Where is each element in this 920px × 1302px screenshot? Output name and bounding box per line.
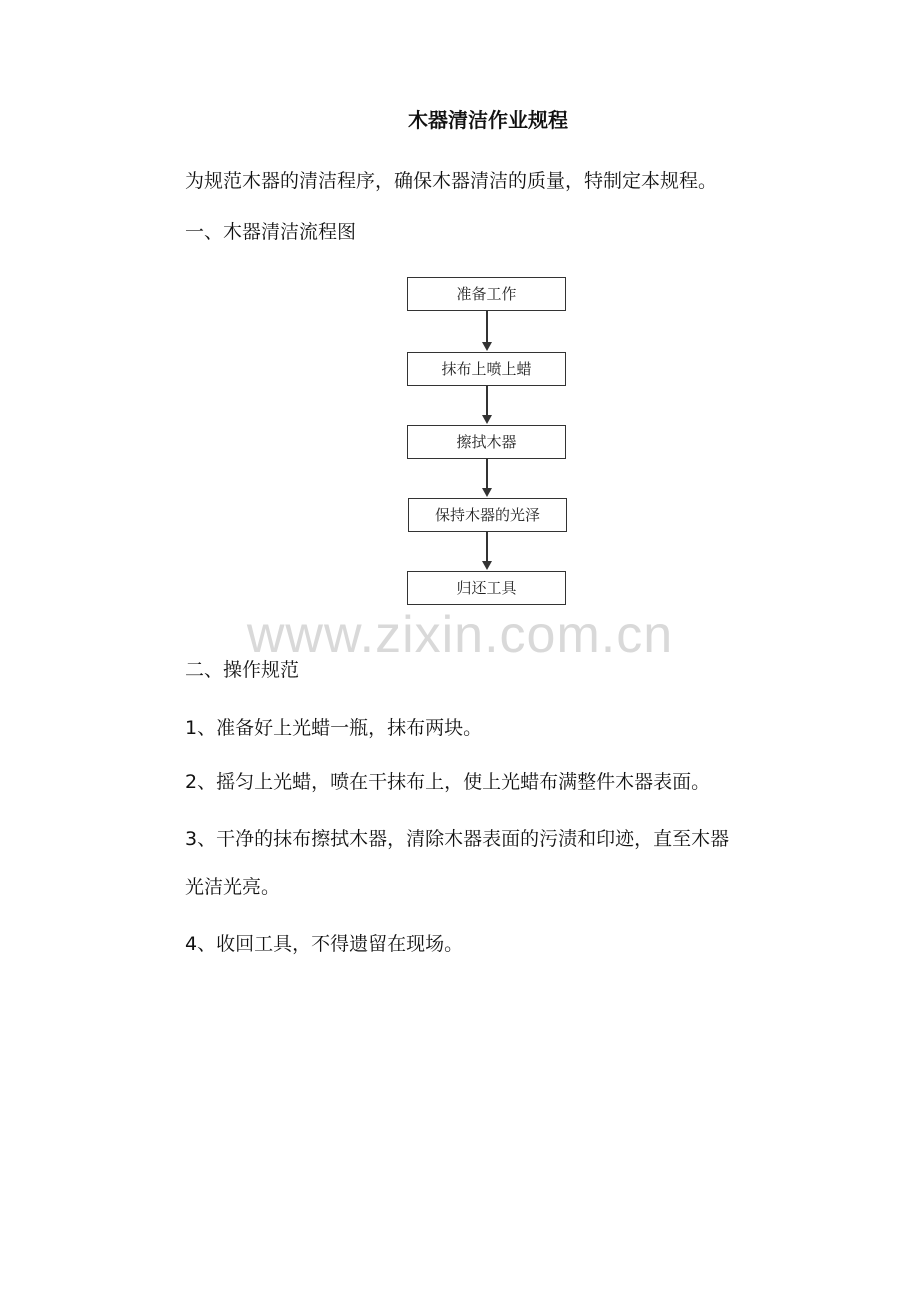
rule-item-1: 1、准备好上光蜡一瓶，抹布两块。 bbox=[185, 717, 483, 739]
flow-step-keep-luster: 保持木器的光泽 bbox=[408, 498, 567, 532]
flow-step-return-tools: 归还工具 bbox=[407, 571, 566, 605]
page-title: 木器清洁作业规程 bbox=[408, 108, 568, 132]
flow-step-prepare: 准备工作 bbox=[407, 277, 566, 311]
rule-item-3: 3、干净的抹布擦拭木器，清除木器表面的污渍和印迹，直至木器 bbox=[185, 828, 730, 850]
rule-item-2: 2、摇匀上光蜡，喷在干抹布上，使上光蜡布满整件木器表面。 bbox=[185, 771, 711, 793]
watermark: www.zixin.com.cn bbox=[246, 606, 674, 664]
flow-step-wipe: 擦拭木器 bbox=[407, 425, 566, 459]
flow-step-spray-wax: 抹布上喷上蜡 bbox=[407, 352, 566, 386]
rule-item-3-continued: 光洁光亮。 bbox=[185, 876, 281, 898]
section-heading-flowchart: 一、木器清洁流程图 bbox=[185, 221, 357, 243]
section-heading-rules: 二、操作规范 bbox=[185, 659, 300, 681]
intro-paragraph: 为规范木器的清洁程序，确保木器清洁的质量，特制定本规程。 bbox=[185, 170, 718, 192]
rule-item-4: 4、收回工具，不得遗留在现场。 bbox=[185, 933, 464, 955]
